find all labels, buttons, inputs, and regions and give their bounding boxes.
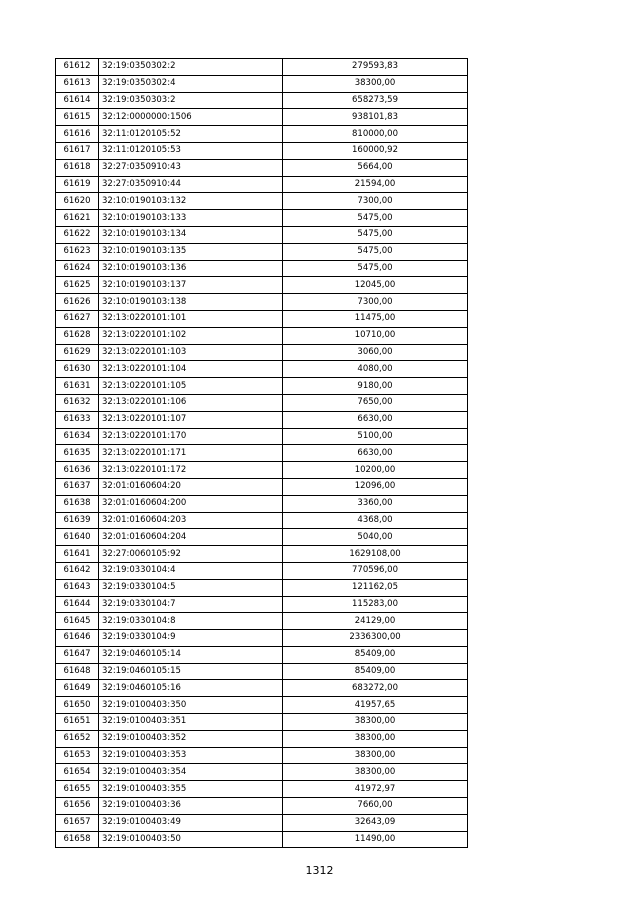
cadastral-number-cell: 32:01:0160604:20	[99, 478, 283, 495]
cadastral-number-cell: 32:13:0220101:107	[99, 411, 283, 428]
row-number-cell: 61657	[56, 814, 99, 831]
cadastral-number-cell: 32:19:0100403:350	[99, 697, 283, 714]
value-cell: 5475,00	[283, 226, 468, 243]
row-number-cell: 61644	[56, 596, 99, 613]
table-row	[56, 75, 468, 92]
table-row	[56, 277, 468, 294]
cadastral-number-cell: 32:19:0100403:355	[99, 781, 283, 798]
row-number-cell: 61625	[56, 277, 99, 294]
row-number-cell: 61639	[56, 512, 99, 529]
cadastral-number-cell: 32:19:0330104:9	[99, 630, 283, 647]
cadastral-number-cell: 32:19:0460105:14	[99, 646, 283, 663]
value-cell: 9180,00	[283, 378, 468, 395]
value-cell: 12096,00	[283, 478, 468, 495]
table-row	[56, 478, 468, 495]
value-cell: 5100,00	[283, 428, 468, 445]
table-row	[56, 613, 468, 630]
value-cell: 41972,97	[283, 781, 468, 798]
value-cell: 11475,00	[283, 310, 468, 327]
cadastral-number-cell: 32:13:0220101:101	[99, 310, 283, 327]
row-number-cell: 61627	[56, 310, 99, 327]
table-row	[56, 193, 468, 210]
table-row	[56, 596, 468, 613]
row-number-cell: 61641	[56, 546, 99, 563]
cadastral-number-cell: 32:10:0190103:138	[99, 294, 283, 311]
value-cell: 2336300,00	[283, 630, 468, 647]
table-row	[56, 428, 468, 445]
table-row	[56, 562, 468, 579]
row-number-cell: 61645	[56, 613, 99, 630]
cadastral-number-cell: 32:19:0100403:354	[99, 764, 283, 781]
row-number-cell: 61621	[56, 210, 99, 227]
table-row	[56, 630, 468, 647]
cadastral-number-cell: 32:19:0350303:2	[99, 92, 283, 109]
cadastral-number-cell: 32:10:0190103:132	[99, 193, 283, 210]
cadastral-number-cell: 32:19:0330104:4	[99, 562, 283, 579]
cadastral-number-cell: 32:19:0330104:5	[99, 579, 283, 596]
table-row	[56, 814, 468, 831]
page-number: 1312	[305, 864, 334, 877]
cadastral-number-cell: 32:13:0220101:170	[99, 428, 283, 445]
table-row	[56, 495, 468, 512]
value-cell: 5475,00	[283, 210, 468, 227]
row-number-cell: 61655	[56, 781, 99, 798]
cadastral-number-cell: 32:19:0350302:4	[99, 75, 283, 92]
value-cell: 7660,00	[283, 798, 468, 815]
value-cell: 4368,00	[283, 512, 468, 529]
table-row	[56, 243, 468, 260]
value-cell: 38300,00	[283, 764, 468, 781]
table-row	[56, 176, 468, 193]
value-cell: 121162,05	[283, 579, 468, 596]
row-number-cell: 61649	[56, 680, 99, 697]
row-number-cell: 61628	[56, 327, 99, 344]
value-cell: 279593,83	[283, 59, 468, 76]
value-cell: 6630,00	[283, 445, 468, 462]
table-row	[56, 680, 468, 697]
table-row	[56, 579, 468, 596]
row-number-cell: 61613	[56, 75, 99, 92]
row-number-cell: 61653	[56, 747, 99, 764]
row-number-cell: 61614	[56, 92, 99, 109]
table-row	[56, 142, 468, 159]
table-row	[56, 663, 468, 680]
value-cell: 41957,65	[283, 697, 468, 714]
value-cell: 4080,00	[283, 361, 468, 378]
table-row	[56, 394, 468, 411]
records-table	[55, 58, 468, 848]
cadastral-number-cell: 32:19:0100403:36	[99, 798, 283, 815]
cadastral-number-cell: 32:13:0220101:106	[99, 394, 283, 411]
table-row	[56, 747, 468, 764]
table-row	[56, 445, 468, 462]
table-row	[56, 344, 468, 361]
row-number-cell: 61636	[56, 462, 99, 479]
value-cell: 5475,00	[283, 243, 468, 260]
cadastral-number-cell: 32:27:0350910:43	[99, 159, 283, 176]
value-cell: 5040,00	[283, 529, 468, 546]
value-cell: 85409,00	[283, 646, 468, 663]
row-number-cell: 61633	[56, 411, 99, 428]
row-number-cell: 61651	[56, 714, 99, 731]
cadastral-number-cell: 32:12:0000000:1506	[99, 109, 283, 126]
row-number-cell: 61634	[56, 428, 99, 445]
value-cell: 7650,00	[283, 394, 468, 411]
value-cell: 938101,83	[283, 109, 468, 126]
cadastral-number-cell: 32:01:0160604:204	[99, 529, 283, 546]
cadastral-number-cell: 32:10:0190103:133	[99, 210, 283, 227]
value-cell: 160000,92	[283, 142, 468, 159]
value-cell: 85409,00	[283, 663, 468, 680]
value-cell: 11490,00	[283, 831, 468, 848]
value-cell: 10710,00	[283, 327, 468, 344]
row-number-cell: 61648	[56, 663, 99, 680]
row-number-cell: 61638	[56, 495, 99, 512]
cadastral-number-cell: 32:27:0060105:92	[99, 546, 283, 563]
value-cell: 5475,00	[283, 260, 468, 277]
row-number-cell: 61642	[56, 562, 99, 579]
cadastral-number-cell: 32:19:0100403:49	[99, 814, 283, 831]
row-number-cell: 61629	[56, 344, 99, 361]
table-row	[56, 310, 468, 327]
row-number-cell: 61617	[56, 142, 99, 159]
value-cell: 32643,09	[283, 814, 468, 831]
row-number-cell: 61643	[56, 579, 99, 596]
cadastral-number-cell: 32:10:0190103:137	[99, 277, 283, 294]
value-cell: 810000,00	[283, 126, 468, 143]
row-number-cell: 61632	[56, 394, 99, 411]
table-row	[56, 361, 468, 378]
cadastral-number-cell: 32:13:0220101:103	[99, 344, 283, 361]
table-row	[56, 378, 468, 395]
row-number-cell: 61635	[56, 445, 99, 462]
table-row	[56, 462, 468, 479]
cadastral-number-cell: 32:01:0160604:200	[99, 495, 283, 512]
table-row	[56, 327, 468, 344]
cadastral-number-cell: 32:13:0220101:102	[99, 327, 283, 344]
row-number-cell: 61618	[56, 159, 99, 176]
value-cell: 38300,00	[283, 747, 468, 764]
table-row	[56, 294, 468, 311]
value-cell: 770596,00	[283, 562, 468, 579]
value-cell: 7300,00	[283, 193, 468, 210]
cadastral-number-cell: 32:11:0120105:53	[99, 142, 283, 159]
row-number-cell: 61650	[56, 697, 99, 714]
table-row	[56, 159, 468, 176]
row-number-cell: 61654	[56, 764, 99, 781]
row-number-cell: 61640	[56, 529, 99, 546]
value-cell: 6630,00	[283, 411, 468, 428]
row-number-cell: 61658	[56, 831, 99, 848]
value-cell: 683272,00	[283, 680, 468, 697]
table-row	[56, 764, 468, 781]
row-number-cell: 61620	[56, 193, 99, 210]
table-row	[56, 92, 468, 109]
row-number-cell: 61626	[56, 294, 99, 311]
cadastral-number-cell: 32:13:0220101:171	[99, 445, 283, 462]
row-number-cell: 61622	[56, 226, 99, 243]
value-cell: 21594,00	[283, 176, 468, 193]
row-number-cell: 61637	[56, 478, 99, 495]
row-number-cell: 61624	[56, 260, 99, 277]
row-number-cell: 61631	[56, 378, 99, 395]
value-cell: 38300,00	[283, 730, 468, 747]
row-number-cell: 61647	[56, 646, 99, 663]
table-row	[56, 59, 468, 76]
table-row	[56, 646, 468, 663]
cadastral-number-cell: 32:11:0120105:52	[99, 126, 283, 143]
value-cell: 12045,00	[283, 277, 468, 294]
cadastral-number-cell: 32:10:0190103:136	[99, 260, 283, 277]
value-cell: 115283,00	[283, 596, 468, 613]
cadastral-number-cell: 32:19:0330104:8	[99, 613, 283, 630]
value-cell: 3360,00	[283, 495, 468, 512]
row-number-cell: 61612	[56, 59, 99, 76]
row-number-cell: 61630	[56, 361, 99, 378]
cadastral-number-cell: 32:27:0350910:44	[99, 176, 283, 193]
value-cell: 1629108,00	[283, 546, 468, 563]
cadastral-number-cell: 32:19:0460105:16	[99, 680, 283, 697]
value-cell: 38300,00	[283, 714, 468, 731]
table-row	[56, 126, 468, 143]
cadastral-number-cell: 32:13:0220101:105	[99, 378, 283, 395]
row-number-cell: 61656	[56, 798, 99, 815]
cadastral-number-cell: 32:19:0100403:351	[99, 714, 283, 731]
table-body	[56, 59, 468, 848]
table-row	[56, 512, 468, 529]
row-number-cell: 61623	[56, 243, 99, 260]
cadastral-number-cell: 32:10:0190103:134	[99, 226, 283, 243]
cadastral-number-cell: 32:01:0160604:203	[99, 512, 283, 529]
table-row	[56, 781, 468, 798]
table-row	[56, 260, 468, 277]
cadastral-number-cell: 32:19:0460105:15	[99, 663, 283, 680]
value-cell: 24129,00	[283, 613, 468, 630]
cadastral-number-cell: 32:19:0350302:2	[99, 59, 283, 76]
cadastral-number-cell: 32:19:0330104:7	[99, 596, 283, 613]
table-row	[56, 411, 468, 428]
row-number-cell: 61615	[56, 109, 99, 126]
value-cell: 7300,00	[283, 294, 468, 311]
cadastral-number-cell: 32:19:0100403:352	[99, 730, 283, 747]
row-number-cell: 61619	[56, 176, 99, 193]
table-row	[56, 730, 468, 747]
cadastral-number-cell: 32:19:0100403:353	[99, 747, 283, 764]
table-row	[56, 529, 468, 546]
table-row	[56, 109, 468, 126]
value-cell: 5664,00	[283, 159, 468, 176]
value-cell: 658273,59	[283, 92, 468, 109]
cadastral-number-cell: 32:13:0220101:104	[99, 361, 283, 378]
cadastral-number-cell: 32:10:0190103:135	[99, 243, 283, 260]
cadastral-number-cell: 32:19:0100403:50	[99, 831, 283, 848]
table-row	[56, 226, 468, 243]
row-number-cell: 61652	[56, 730, 99, 747]
value-cell: 3060,00	[283, 344, 468, 361]
row-number-cell: 61616	[56, 126, 99, 143]
value-cell: 10200,00	[283, 462, 468, 479]
cadastral-number-cell: 32:13:0220101:172	[99, 462, 283, 479]
row-number-cell: 61646	[56, 630, 99, 647]
table-row	[56, 831, 468, 848]
table-row	[56, 697, 468, 714]
table-row	[56, 714, 468, 731]
value-cell: 38300,00	[283, 75, 468, 92]
table-row	[56, 546, 468, 563]
table-row	[56, 798, 468, 815]
table-row	[56, 210, 468, 227]
